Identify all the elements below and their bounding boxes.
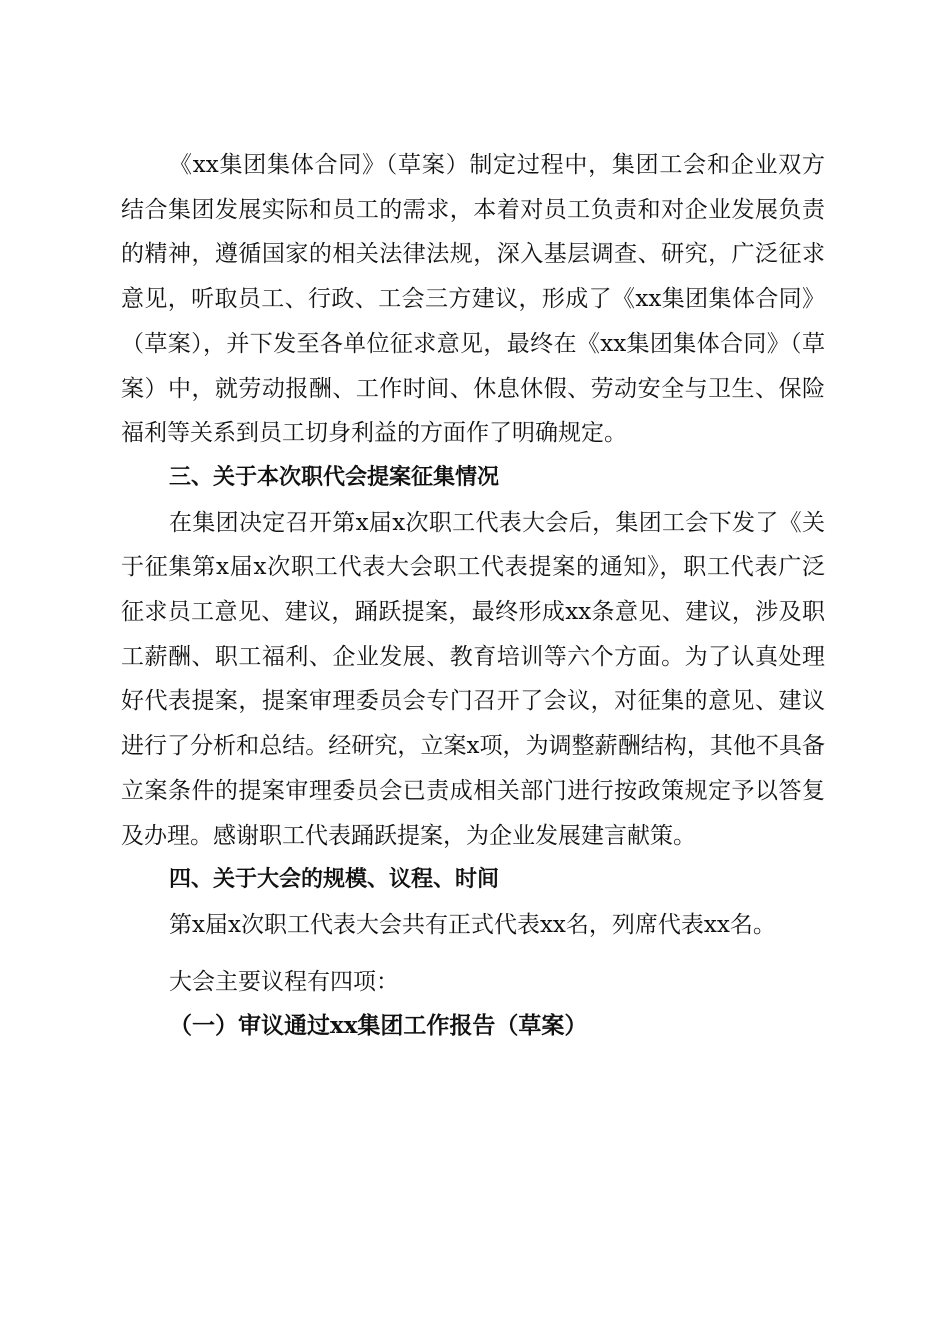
- spacer: [121, 948, 825, 960]
- paragraph-agenda-intro: 大会主要议程有四项：: [169, 968, 399, 995]
- section-heading-proposals: 三、关于本次职代会提案征集情况: [169, 464, 500, 490]
- paragraph-collective-contract: 《xx集团集体合同》（草案）制定过程中，集团工会和企业双方结合集团发展实际和员工的需求，本着对员工负责和对企业发展负责的精神，遵循国家的相关法律法规，深入基层调查、研究，广泛征求意见，听取员工、行政、工会三方建议，形成了《xx集团集体合同》（草案），并下发至各单位征求意见，最终在《xx集团集体合同》（草案）中，就劳动报酬、工作时间、休息休假、劳动安全与卫生、保险福利等关系到员工切身利益的方面作了明确规定。: [121, 152, 825, 447]
- agenda-item-1: （一）审议通过xx集团工作报告（草案）: [169, 1012, 588, 1040]
- paragraph-proposals: 在集团决定召开第x届x次职工代表大会后，集团工会下发了《关于征集第x届x次职工代表大会职工代表提案的通知》，职工代表广泛征求员工意见、建议，踊跃提案，最终形成xx条意见、建议，涉及职工薪酬、职工福利、企业发展、教育培训等六个方面。为了认真处理好代表提案，提案审理委员会专门召开了会议，对征集的意见、建议进行了分析和总结。经研究，立案x项，为调整薪酬结构，其他不具备立案条件的提案审理委员会已责成相关部门进行按政策规定予以答复及办理。感谢职工代表踊跃提案，为企业发展建言献策。: [121, 509, 825, 849]
- document-page: [121, 143, 825, 1049]
- paragraph-delegates: 第x届x次职工代表大会共有正式代表xx名，列席代表xx名。: [169, 911, 776, 938]
- section-heading-agenda: 四、关于大会的规模、议程、时间: [169, 867, 500, 893]
